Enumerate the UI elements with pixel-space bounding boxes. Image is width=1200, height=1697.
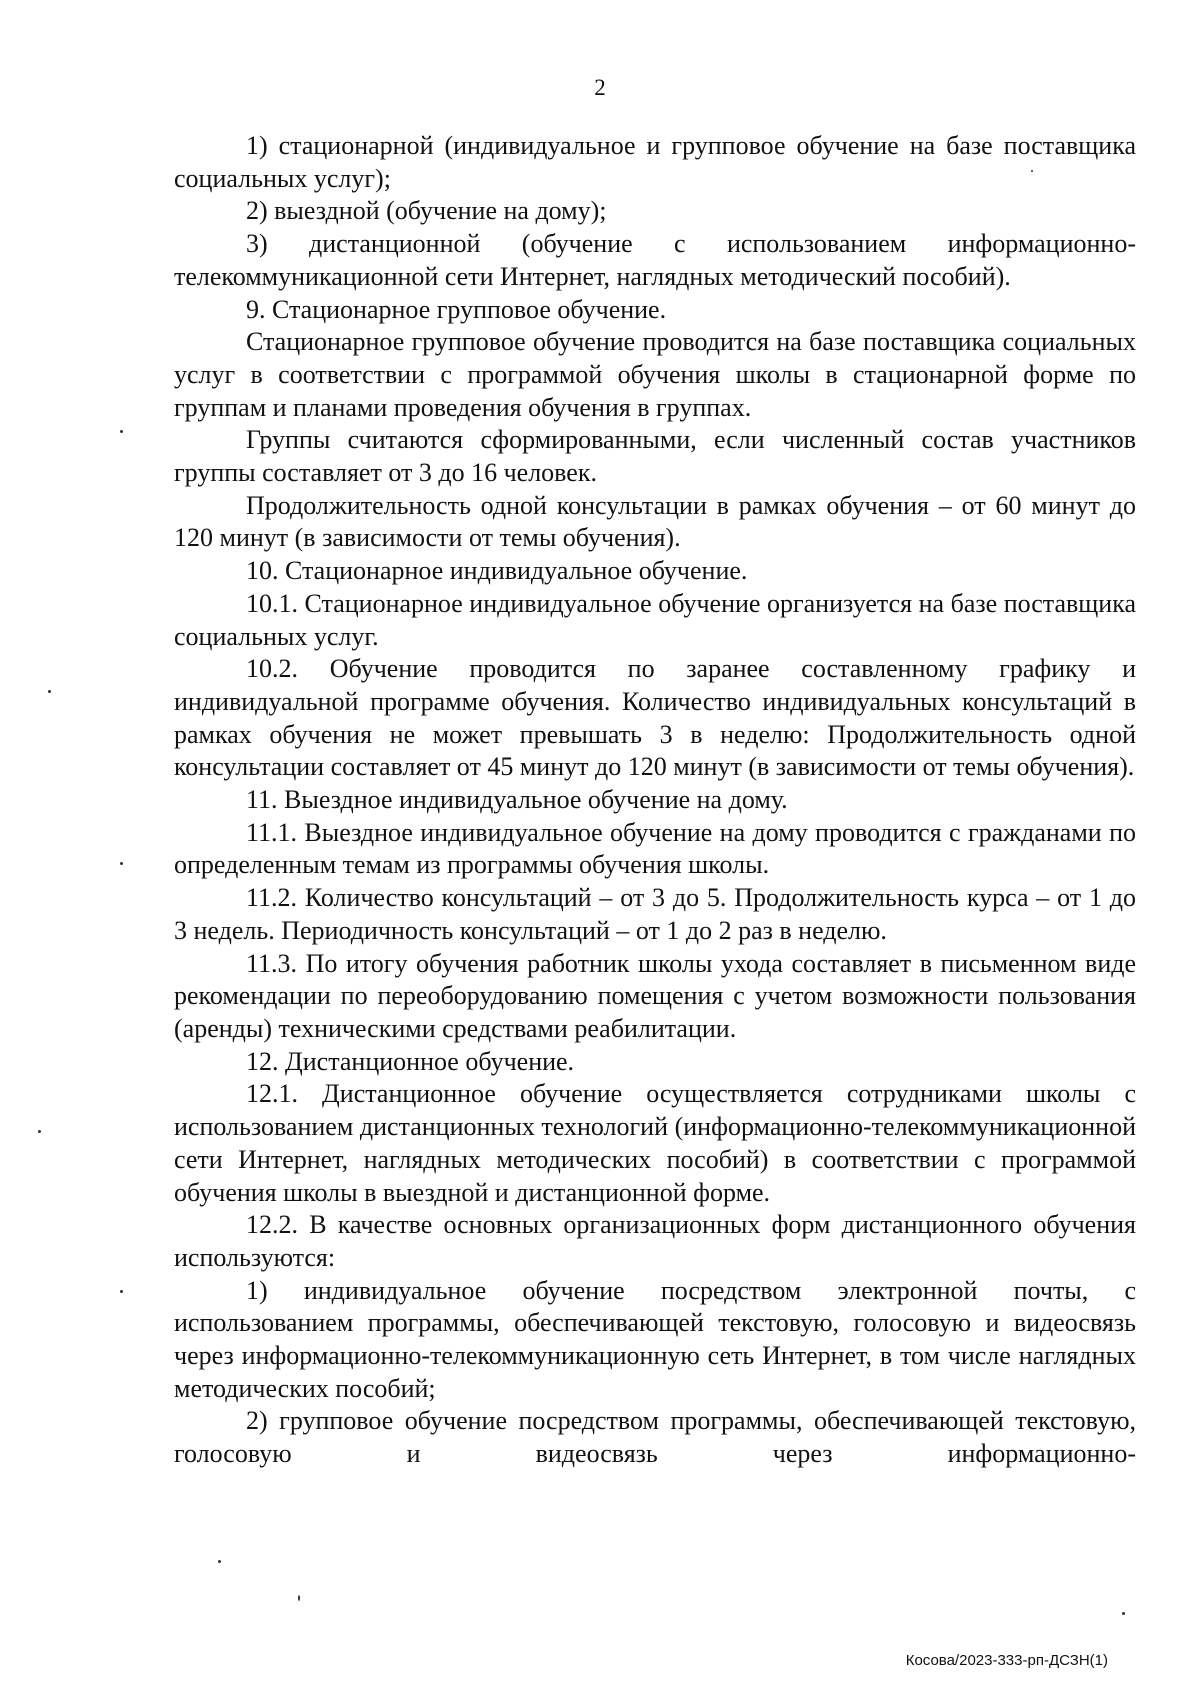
- scan-speck: [298, 1595, 300, 1601]
- paragraph: 3) дистанционной (обучение с использованием информационно-телекоммуникационной сети Интернет, наглядных методический пособий).: [174, 229, 1136, 291]
- page-number: 2: [594, 75, 606, 100]
- paragraph: 1) стационарной (индивидуальное и групповое обучение на базе поставщика социальных услуг);: [174, 131, 1136, 193]
- scan-speck: [38, 1130, 41, 1133]
- paragraph: 11. Выездное индивидуальное обучение на дому.: [246, 785, 788, 815]
- document-body: [174, 130, 1136, 1471]
- paragraph: 12.2. В качестве основных организационных форм дистанционного обучения используются:: [174, 1210, 1136, 1272]
- paragraph: 10.1. Стационарное индивидуальное обучение организуется на базе поставщика социальных услуг.: [174, 588, 1136, 651]
- scan-speck: [48, 690, 51, 693]
- paragraph: 10.2. Обучение проводится по заранее составленному графику и индивидуальной программе обучения. Количество индивидуальных консультаций в рамках обучения не может превышать 3 в неделю: Продолжительность одной консультации составляет от 45 минут до 120 минут (в зависимости от темы обучения).: [174, 654, 1136, 782]
- paragraph: 12. Дистанционное обучение.: [246, 1046, 575, 1076]
- paragraph: 11.3. По итогу обучения работник школы ухода составляет в письменном виде рекомендации по переоборудованию помещения с учетом возможности пользования (аренды) техническими средствами реабилитации.: [174, 948, 1136, 1043]
- paragraph: Группы считаются сформированными, если численный состав участников группы составляет от 3 до 16 человек.: [174, 425, 1136, 488]
- paragraph: 9. Стационарное групповое обучение.: [246, 294, 667, 324]
- scan-speck: [1122, 1612, 1125, 1615]
- scan-speck: [120, 430, 123, 433]
- paragraph: Продолжительность одной консультации в рамках обучения – от 60 минут до 120 минут (в зависимости от темы обучения).: [174, 490, 1136, 553]
- paragraph: 10. Стационарное индивидуальное обучение.: [246, 556, 748, 586]
- document-code: Косова/2023-333-рп-ДСЗН(1): [905, 1652, 1108, 1669]
- scan-speck: [1031, 170, 1033, 172]
- paragraph: 11.1. Выездное индивидуальное обучение на дому проводится с гражданами по определенным темам из программы обучения школы.: [174, 817, 1136, 880]
- paragraph: 2) выездной (обучение на дому);: [246, 196, 607, 226]
- paragraph: 12.1. Дистанционное обучение осуществляется сотрудниками школы с использованием дистанционных технологий (информационно-телекоммуникационной сети Интернет, наглядных методических пособий) в соответствии с программой обучения школы в выездной и дистанционной форме.: [174, 1079, 1136, 1207]
- paragraph: Стационарное групповое обучение проводится на базе поставщика социальных услуг в соответствии с программой обучения школы в стационарной форме по группам и планами проведения обучения в группах.: [174, 327, 1136, 422]
- scan-speck: [120, 1290, 123, 1293]
- scan-speck: [120, 862, 123, 865]
- scan-speck: [218, 1560, 221, 1563]
- paragraph: 11.2. Количество консультаций – от 3 до 5. Продолжительность курса – от 1 до 3 недель. Периодичность консультаций – от 1 до 2 раз в неделю.: [174, 883, 1136, 945]
- paragraph: 1) индивидуальное обучение посредством электронной почты, с использованием программы, обеспечивающей текстовую, голосовую и видеосвязь через информационно-телекоммуникационную сеть Интернет, в том числе наглядных методических пособий;: [174, 1275, 1136, 1403]
- paragraph: 2) групповое обучение посредством программы, обеспечивающей текстовую, голосовую и видеосвязь через информационно-: [174, 1406, 1136, 1469]
